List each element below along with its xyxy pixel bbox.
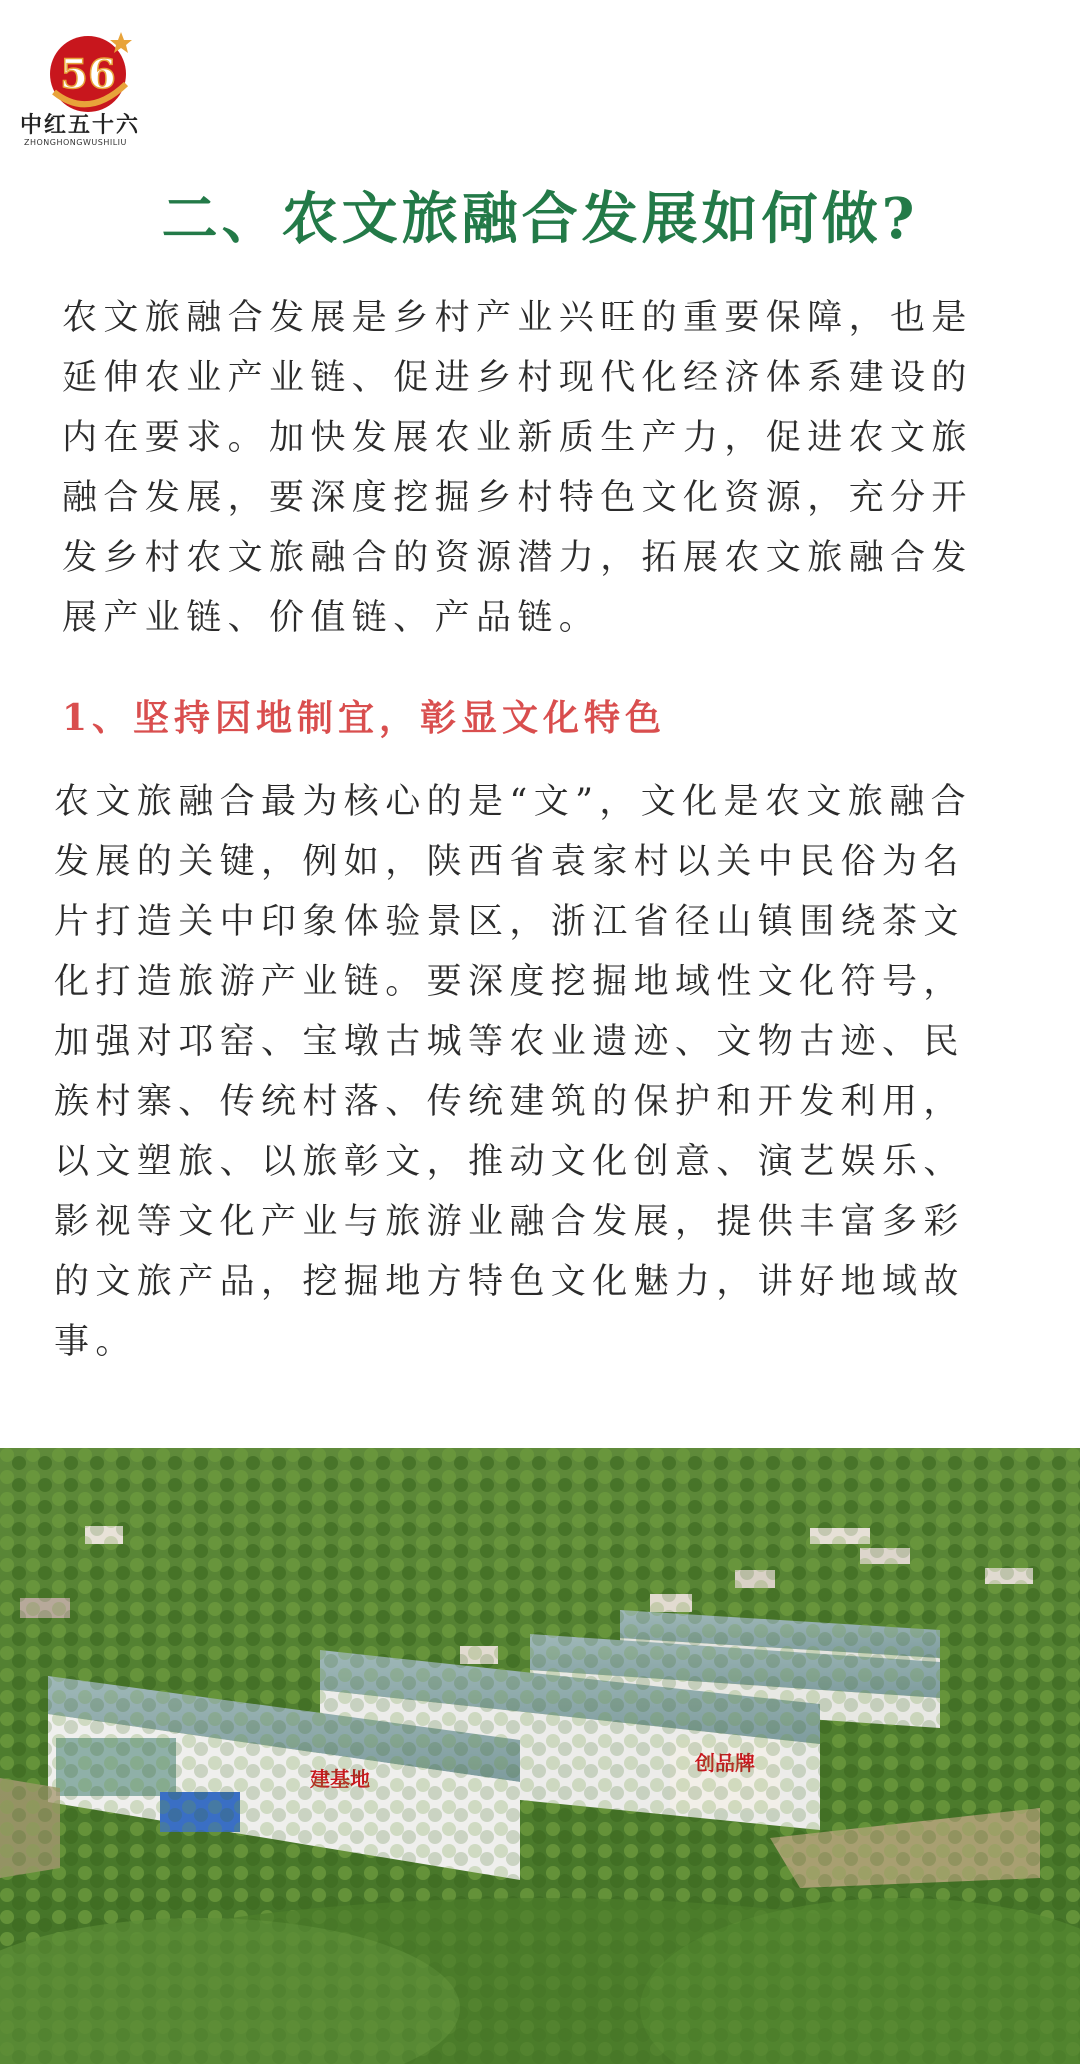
factory-sign: 创品牌 [695,1751,755,1775]
section-subheading: 1、坚持因地制宜，彰显文化特色 [62,697,667,739]
logo-brand-text: 中红五十六 [20,112,141,138]
logo-number: 56 [60,51,116,98]
intro-paragraph: 农文旅融合发展是乡村产业兴旺的重要保障，也是延伸农业产业链、促进乡村现代化经济体系建设的内在要求。加快发展农业新质生产力，促进农文旅融合发展，要深度挖掘乡村特色文化资源，充分开发乡村农文旅融合的资源潜力，拓展农文旅融合发展产业链、价值链、产品链。 [62,298,973,638]
page-title: 二、农文旅融合发展如何做? [161,186,919,252]
factory-sign: 建基地 [310,1767,370,1791]
aerial-factory-photo [0,1448,1080,2064]
logo-brand-pinyin: ZHONGHONGWUSHILIU [24,138,127,147]
section-paragraph: 农文旅融合最为核心的是“文”，文化是农文旅融合发展的关键，例如，陕西省袁家村以关中民俗为名片打造关中印象体验景区，浙江省径山镇围绕茶文化打造旅游产业链。要深度挖掘地域性文化符号，加强对邛窑、宝墩古城等农业遗迹、文物古迹、民族村寨、传统村落、传统建筑的保护和开发利用，以文塑旅、以旅彰文，推动文化创意、演艺娱乐、影视等文化产业与旅游业融合发展，提供丰富多彩的文旅产品，挖掘地方特色文化魅力，讲好地域故事。 [54,782,972,1362]
